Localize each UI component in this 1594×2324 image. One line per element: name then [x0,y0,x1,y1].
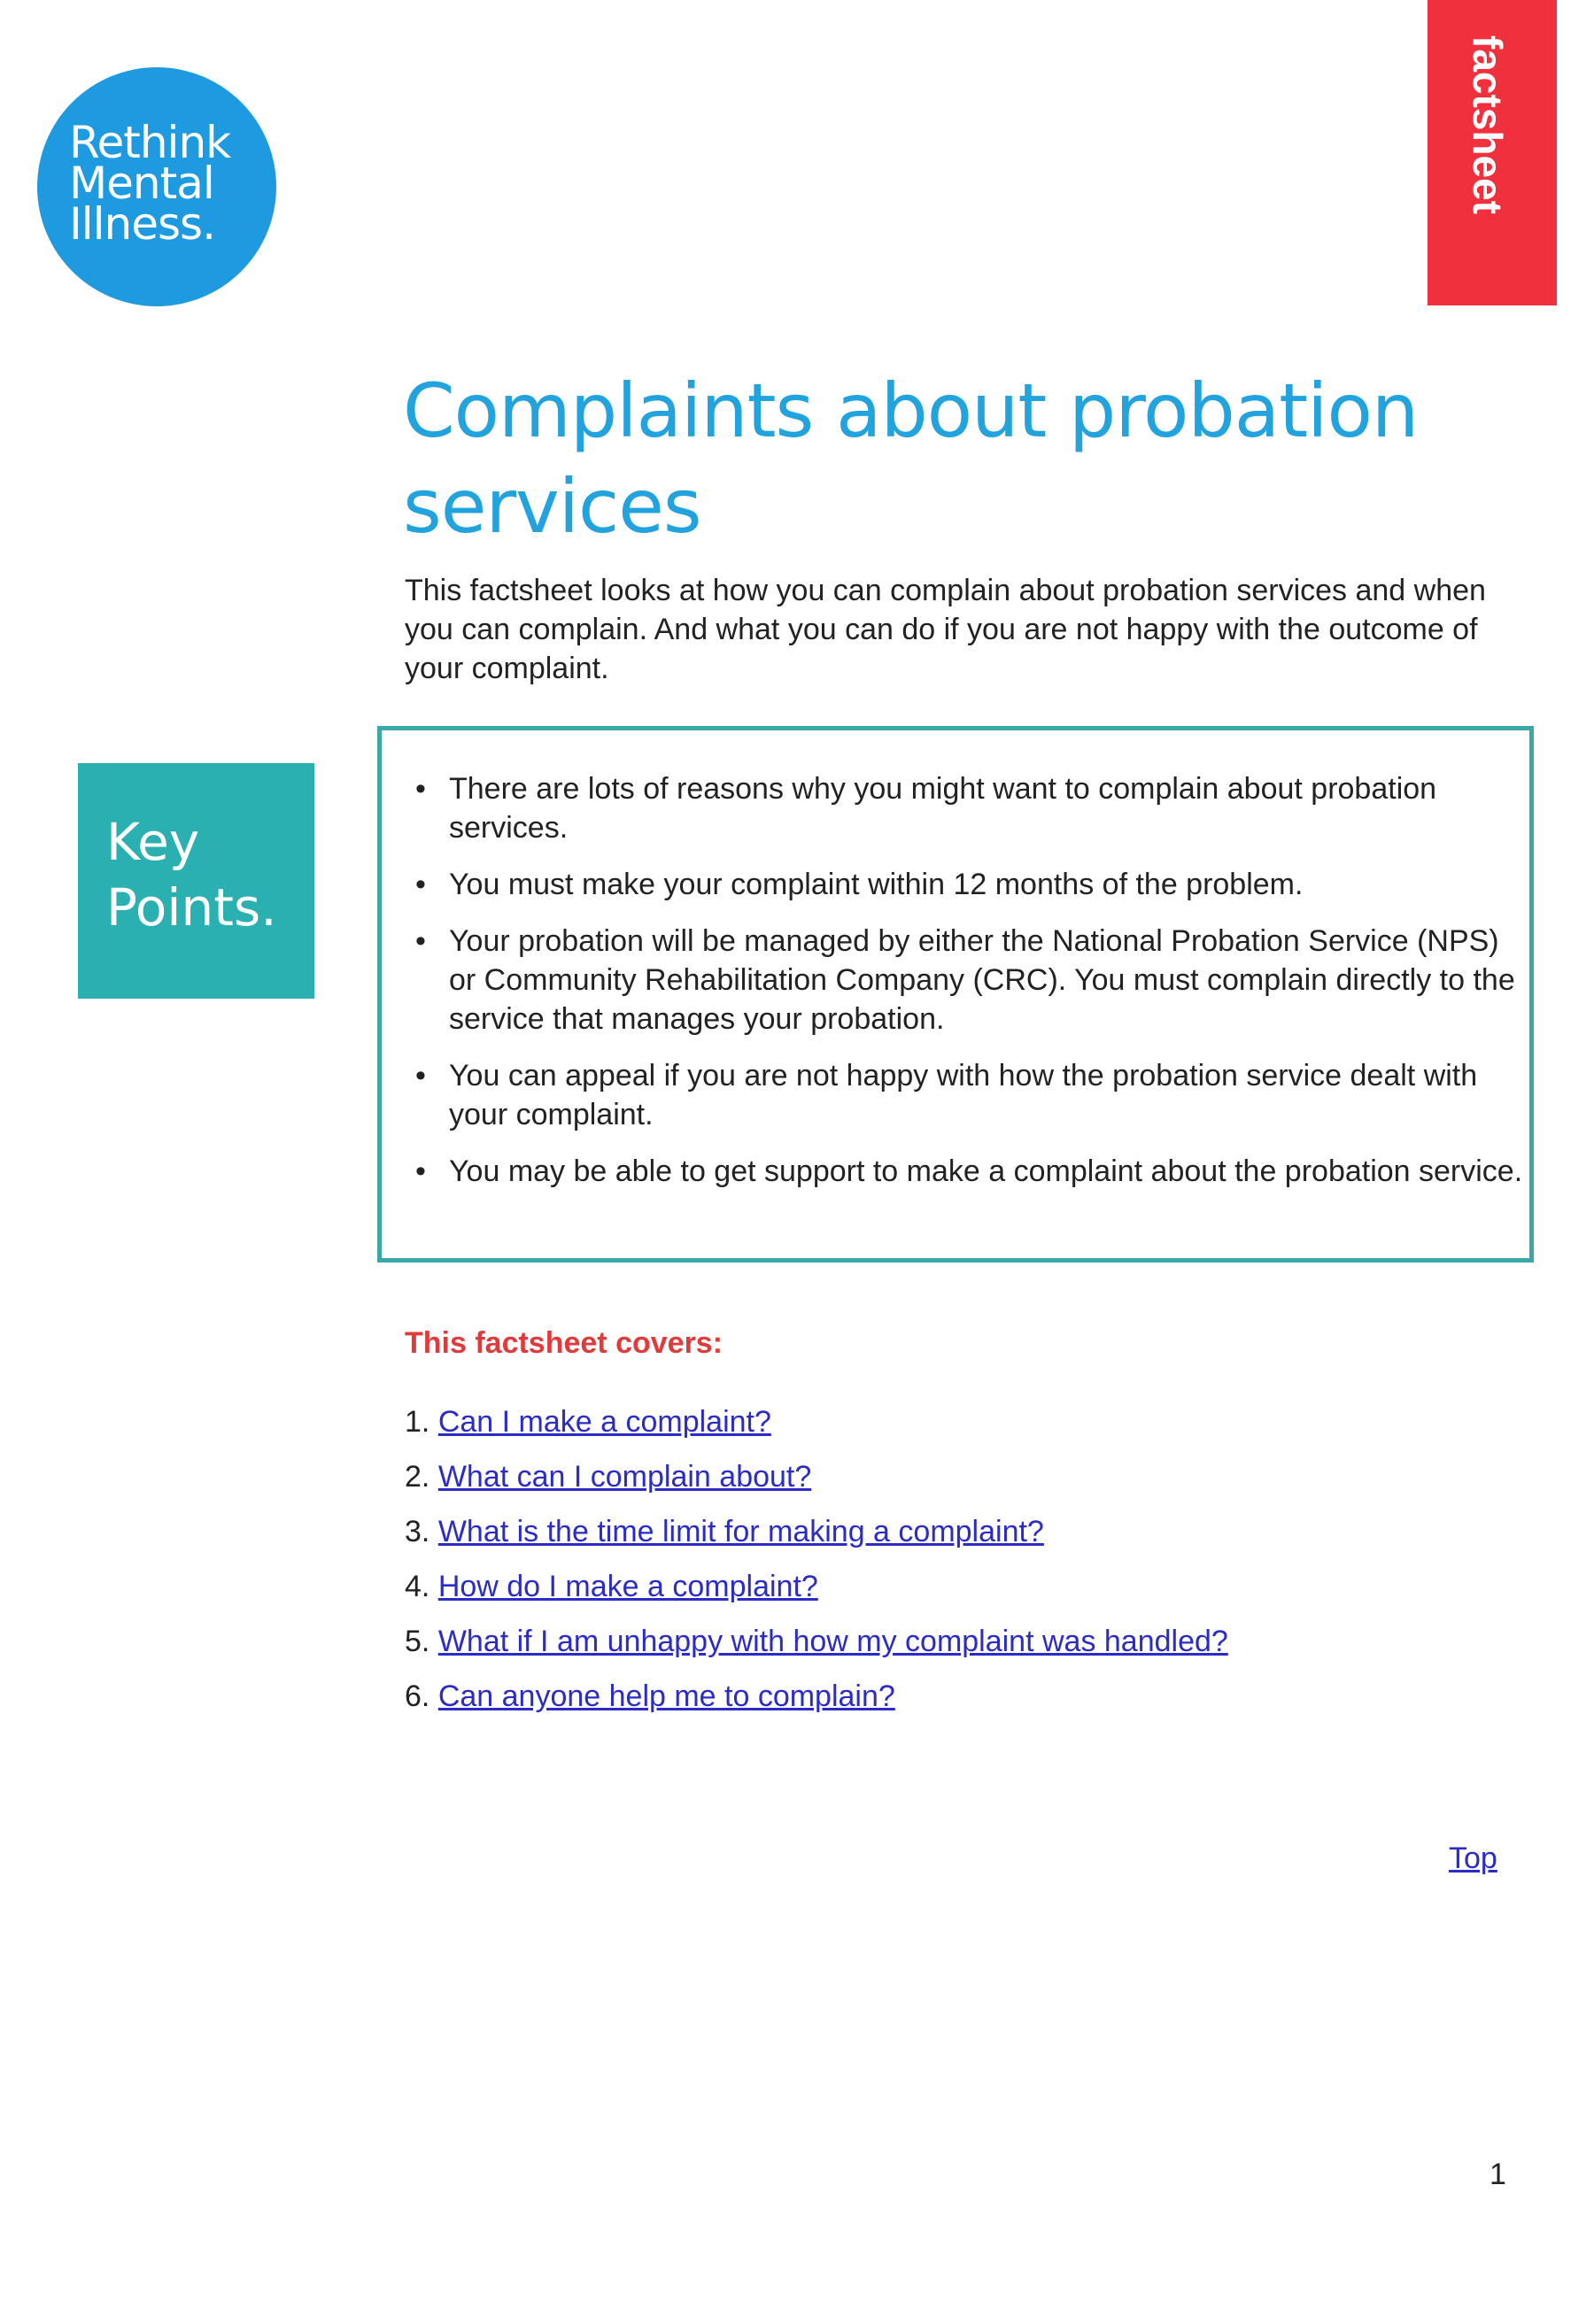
bullet-icon: • [415,772,426,806]
logo-text [69,117,231,250]
key-point-text: Your probation will be managed by either the National Probation Service (NPS) or Community Rehabilitation Company (CRC). You must complain directly to the service that manages your probation. [449,924,1515,1036]
page-number: 1 [1490,2158,1506,2191]
toc-link[interactable]: Can anyone help me to complain? [437,1679,895,1713]
factsheet-tab [1428,0,1557,305]
key-point [408,1152,1524,1191]
toc-link[interactable]: Can I make a complaint? [437,1405,771,1439]
toc-number: 2. [405,1460,430,1494]
key-point-text: You may be able to get support to make a complaint about the probation service. [449,1154,1523,1188]
bullet-icon: • [415,868,426,901]
toc-number: 6. [405,1679,430,1713]
toc-number: 4. [405,1570,430,1603]
key-points-box [377,726,1534,1262]
key-point-text: You can appeal if you are not happy with how the probation service dealt with your complaint. [449,1059,1478,1131]
page-title: Complaints about probation services [403,367,1419,550]
key-points-badge [78,763,314,999]
covers-heading: This factsheet covers: [405,1326,723,1360]
top-link[interactable]: Top [1449,1841,1497,1875]
key-point [408,1056,1524,1134]
toc-link[interactable]: What if I am unhappy with how my complaint was handled? [437,1625,1228,1658]
toc-link[interactable]: What is the time limit for making a complaint? [437,1515,1044,1548]
key-point-text: You must make your complaint within 12 months of the problem. [449,868,1304,901]
toc-item [405,1504,1228,1559]
intro-paragraph: This factsheet looks at how you can complain about probation services and when you can complain. And what you can do if you are not happy with the outcome of your complaint. [405,574,1486,685]
key-points-list [408,769,1524,1208]
factsheet-tab-label: factsheet [1465,35,1511,214]
bullet-icon: • [415,1154,426,1188]
toc-number: 3. [405,1515,430,1548]
toc-link[interactable]: How do I make a complaint? [437,1570,818,1603]
bullet-icon: • [415,1059,426,1093]
key-points-heading: Key [106,812,200,872]
toc-link[interactable]: What can I complain about? [437,1460,812,1494]
bullet-icon: • [415,924,426,958]
toc-item [405,1614,1228,1669]
toc-number: 1. [405,1405,430,1439]
key-point-text: There are lots of reasons why you might want to complain about probation services. [449,772,1437,845]
key-point [408,922,1524,1038]
rethink-logo [37,67,276,306]
logo-line: Illness. [69,198,215,250]
key-points-heading: Points. [106,877,277,938]
logo-line: Mental [69,158,214,209]
toc-number: 5. [405,1625,430,1658]
key-point [408,769,1524,847]
table-of-contents [405,1394,1228,1724]
logo-line: Rethink [69,117,231,168]
toc-item [405,1394,1228,1449]
toc-item [405,1669,1228,1724]
key-point [408,865,1524,904]
toc-item [405,1559,1228,1614]
toc-item [405,1449,1228,1504]
